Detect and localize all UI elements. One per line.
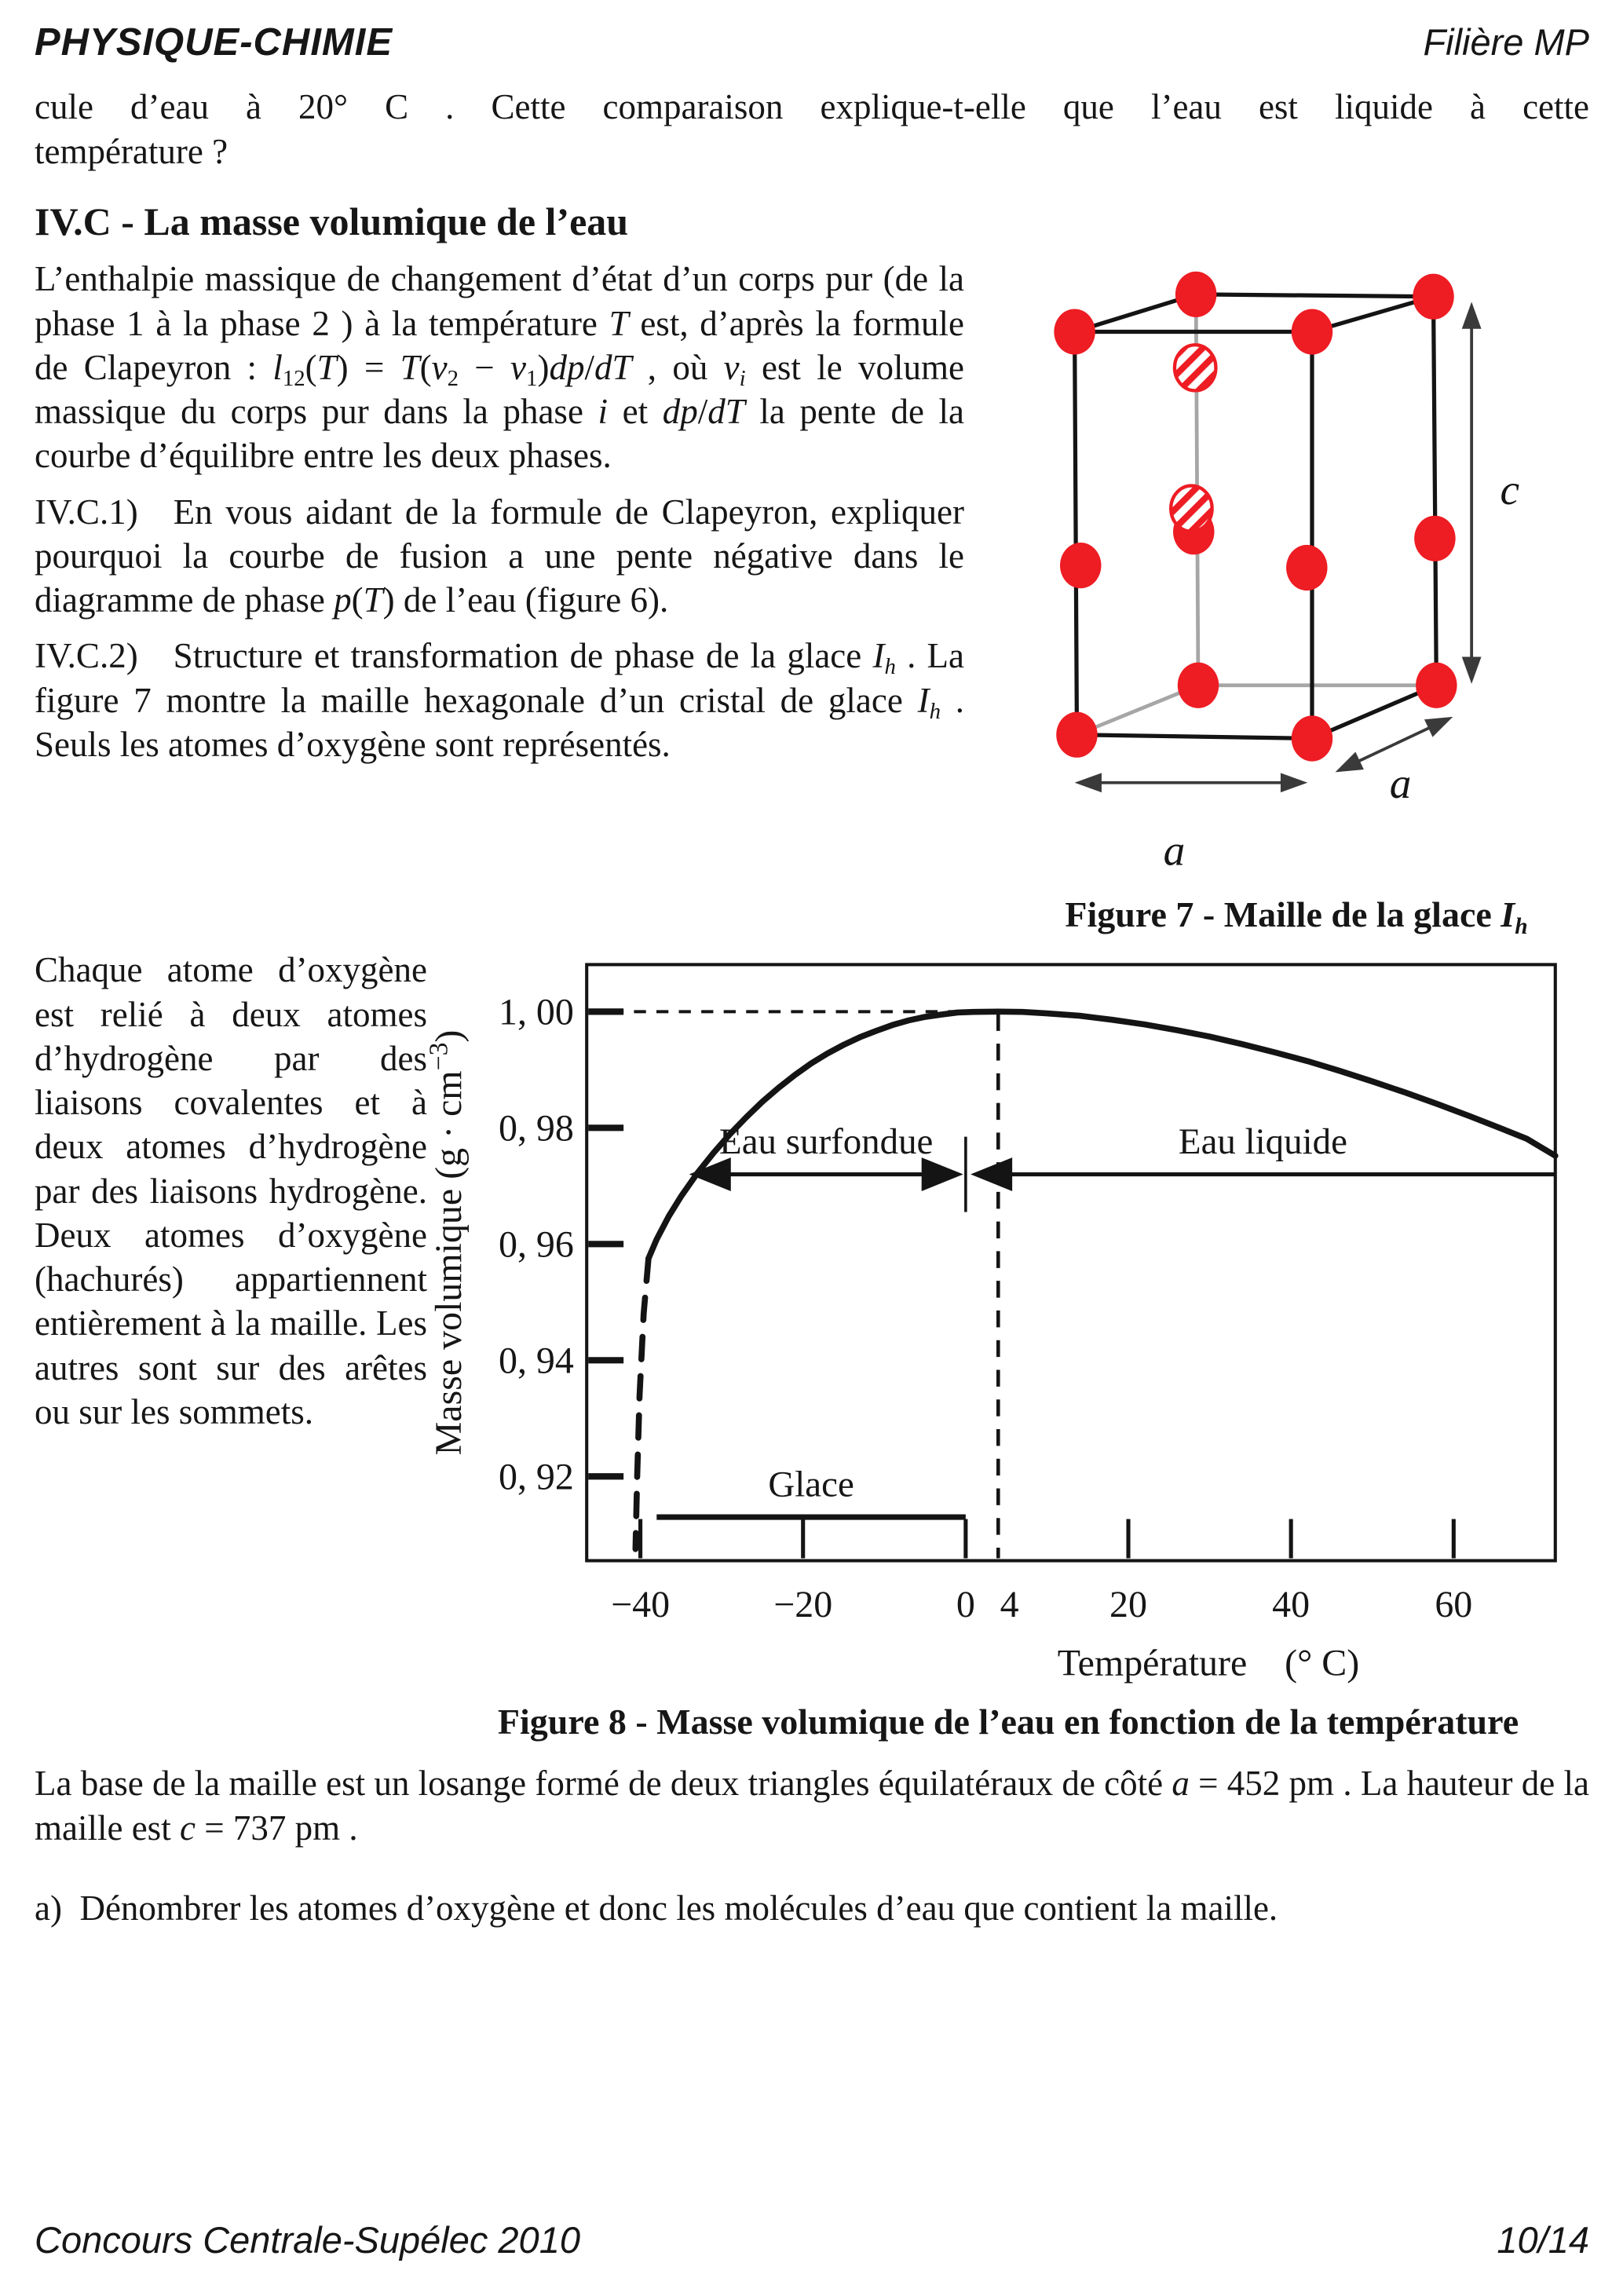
- oxygen-atom: [1175, 272, 1216, 317]
- header-subject: PHYSIQUE-CHIMIE: [35, 21, 393, 64]
- dimension-arrowhead: [1462, 657, 1482, 684]
- oxygen-atom: [1054, 309, 1095, 355]
- x-tick-label: −40: [611, 1584, 671, 1626]
- section-heading: IV.C - La masse volumique de l’eau: [35, 199, 629, 244]
- y-tick-label: 0, 98: [499, 1108, 574, 1150]
- figure-shape: −3: [427, 1042, 454, 1071]
- oxygen-atom: [1286, 545, 1327, 590]
- region-arrowhead: [971, 1157, 1012, 1191]
- region-arrowhead: [689, 1157, 731, 1191]
- y-tick-label: 1, 00: [499, 992, 574, 1034]
- chart-row: [35, 948, 1589, 1742]
- oxygen-atom: [1292, 716, 1332, 762]
- oxygen-atom: [1292, 309, 1332, 355]
- x-tick-label: −20: [773, 1584, 833, 1626]
- oxygen-atom-hatched: [1171, 486, 1212, 532]
- question-a: a) Dénombrer les atomes d’oxygène et donc les molécules d’eau que contient la maille.: [35, 1888, 1278, 1928]
- oxygen-atom: [1413, 274, 1453, 320]
- figure7-block: [1003, 257, 1589, 939]
- y-tick-label: 0, 96: [499, 1224, 574, 1267]
- header-filiere: Filière MP: [1423, 21, 1589, 63]
- intro-line-1: cule d’eau à 20° C . Cette comparaison explique-t-elle que l’eau est liquide à cette: [35, 87, 1589, 126]
- region-label: Eau liquide: [1178, 1121, 1347, 1163]
- intro-line-2: température ?: [35, 131, 228, 171]
- x-tick-label: 20: [1109, 1584, 1147, 1626]
- x-tick-label: 40: [1272, 1584, 1310, 1626]
- dimension-arrowhead: [1424, 717, 1453, 737]
- paragraph-ivc2: IV.C.2) Structure et transformation de phase de la glace Ih . La figure 7 montre la maille hexagonale d’un cristal de glace Ih . Seuls les atomes d’oxygène sont représentés.: [35, 636, 965, 764]
- page-header: [35, 20, 1589, 64]
- x-tick-label: 0: [956, 1584, 975, 1626]
- figure7-crystal-svg: [1003, 257, 1588, 879]
- oxygen-atom: [1056, 712, 1097, 758]
- series-extension-metastable: [635, 1259, 649, 1549]
- paragraph-base-maille: La base de la maille est un losange formé de deux triangles équilatéraux de côté a = 452 pm . La hauteur de la maille est c = 737 pm .: [35, 1764, 1589, 1848]
- x-tick-label-four: 4: [1000, 1584, 1019, 1626]
- paragraph-ivc1: IV.C.1) En vous aidant de la formule de Clapeyron, expliquer pourquoi la courbe de fusion a une pente négative dans le diagramme de phase p(T) de l’eau (figure 6).: [35, 492, 964, 620]
- oxygen-atom: [1416, 663, 1457, 708]
- footer-concours: Concours Centrale-Supélec 2010: [35, 2219, 580, 2261]
- plot-area: [499, 965, 1555, 1626]
- intro-paragraph: [35, 85, 1589, 174]
- dimension-arrowhead: [1462, 302, 1482, 329]
- oxygen-atom: [1178, 663, 1219, 708]
- x-axis-title: Température (° C): [1057, 1642, 1360, 1684]
- section-body-row: [35, 257, 1589, 939]
- plot-box: [587, 965, 1555, 1561]
- cell-edge: [1075, 332, 1077, 735]
- dimension-line: [1352, 725, 1435, 764]
- cell-edge: [1077, 735, 1312, 739]
- section-text-column: [35, 257, 964, 935]
- figure8-block: [427, 948, 1589, 1742]
- dimension-label: c: [1500, 466, 1520, 514]
- figure-shape: ): [428, 1029, 470, 1043]
- oxygen-atom: [1060, 543, 1101, 588]
- region-label: Eau surfondue: [719, 1121, 934, 1163]
- y-tick-label: 0, 94: [499, 1340, 574, 1382]
- region-label: Glace: [768, 1464, 854, 1505]
- dimension-arrowhead: [1075, 773, 1102, 793]
- dimension-arrowhead: [1281, 773, 1307, 793]
- x-tick-label: 60: [1435, 1584, 1473, 1626]
- page-footer: [35, 2218, 1589, 2261]
- narrow-text-column: Chaque atome d’oxygène est relié à deux atomes d’hydrogène par des liaisons covalentes et à deux atomes d’hydrogène par des liaisons hydrogène. Deux atomes d’oxygène (hachurés) appartiennent entièrement à la maille. Les autres sont sur des arêtes ou sur les sommets.: [35, 950, 427, 1431]
- oxygen-atom-hatched: [1175, 345, 1215, 391]
- paragraph-clapeyron: L’enthalpie massique de changement d’état d’un corps pur (de la phase 1 à la phase 2 ) à la température T est, d’après la formule de Clapeyron : l12(T) = T(v2 − v1)dp/dT , où vi est le volume massique du corps pur dans la phase i et dp/dT la pente de la courbe d’équilibre entre les deux phases.: [35, 259, 965, 476]
- crystal-cell: [1054, 272, 1519, 875]
- dimension-label: a: [1163, 827, 1186, 876]
- figure7-caption: Figure 7 - Maille de la glace Ih: [1065, 894, 1528, 939]
- oxygen-atom: [1414, 516, 1455, 561]
- footer-page-number: 10/14: [1497, 2219, 1589, 2261]
- y-tick-label: 0, 92: [499, 1456, 574, 1498]
- figure8-caption: Figure 8 - Masse volumique de l’eau en fonction de la température: [497, 1702, 1519, 1742]
- figure-shape: Masse volumique (g · cm: [428, 1070, 470, 1456]
- dimension-arrowhead: [1336, 752, 1364, 773]
- cell-edge: [1434, 297, 1437, 686]
- cell-edge: [1196, 294, 1433, 297]
- dimension-label: a: [1389, 759, 1412, 808]
- figure8-chart-svg: [427, 948, 1597, 1697]
- region-arrowhead: [922, 1157, 963, 1191]
- y-axis-title: [427, 1030, 470, 1456]
